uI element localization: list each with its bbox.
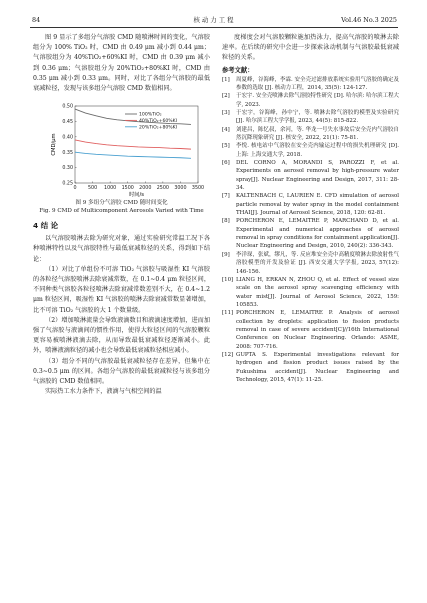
reference-item [222, 92, 399, 109]
chart-axes [75, 106, 198, 183]
x-tick-label: 2500 [156, 186, 169, 192]
reference-item [222, 251, 399, 276]
reference-item [222, 309, 399, 351]
x-tick-label: 3500 [191, 186, 205, 192]
y-tick-label: 0.30 [62, 166, 73, 172]
y-tick-label: 0.35 [62, 151, 73, 157]
volume-issue: Vol.46 No.3 2025 [341, 16, 397, 24]
legend-label: 20%TiO₂+80%KI [139, 125, 178, 131]
conclusion-item-3: （3）组分不同的气溶胶最低衰减粒径存在差异，但集中在 0.3~0.5 μm 的区间。各组分气溶胶的最低衰减粒径与该多组分气溶胶的 CMD 数值相同。 [33, 357, 210, 386]
y-axis-label: CMD/μm [51, 133, 57, 156]
reference-text: PORCHERON E, LEMAITRE P. Analysis of aerosol collection by droplets: application to fission products removal in case of severe accident[C]//16th International Conference on Nuclear Engineering. Orlando: ASME, 2008: 707-716. [236, 310, 399, 350]
reference-number: [7] [222, 193, 230, 200]
reference-number: [1] [222, 76, 230, 83]
x-tick-label: 500 [87, 186, 98, 192]
reference-text: 李悦. 核电站中气溶胶在安全壳内输运过程中的损失机理研究 [D]. 上海: 上海交通大学, 2018. [236, 143, 399, 158]
right-column [222, 33, 399, 384]
reference-number: [9] [222, 251, 230, 258]
reference-number: [11] [222, 310, 234, 317]
y-tick-label: 0.45 [62, 120, 73, 126]
x-tick-label: 1500 [121, 186, 134, 192]
x-tick-label: 0 [73, 186, 77, 192]
reference-number: [3] [222, 109, 230, 116]
reference-number: [4] [222, 126, 230, 133]
left-column [33, 33, 210, 397]
continued-paragraph: 度梯度会对气溶胶颗粒施加热泳力，提高气溶胶的喷淋去除速率。在后续的研究中会进一步探索泳动机制与气溶胶最低衰减粒径的关系。 [222, 34, 399, 62]
reference-number: [5] [222, 143, 230, 150]
reference-number: [2] [222, 93, 230, 100]
reference-item [222, 192, 399, 217]
y-tick-label: 0.25 [62, 181, 73, 187]
reference-text: KALTENBACH C, LAURIEN E. CFD simulation of aerosol particle removal by water spray in the model containment THAI[J]. Journal of Aerosol Science, 2018, 120: 62-81. [236, 193, 399, 217]
header-rule [30, 27, 398, 28]
series-line [75, 140, 191, 149]
reference-number: [8] [222, 218, 230, 225]
reference-item [222, 126, 399, 143]
conclusion-item-2: （2）增加喷淋流量会导致液滴数目和液滴速度增加，进而加强了气溶胶与液滴间的惯性作用，使得大粒径区间的气溶胶颗粒更容易被喷淋液滴去除，从而导致最低衰减粒径逐渐减小。此外，喷淋液滴粒径的减小也会导致最低衰减粒径相应减小。 [33, 316, 210, 355]
y-tick-label: 0.40 [62, 135, 73, 141]
page-number: 84 [32, 16, 41, 24]
reference-item [222, 217, 399, 250]
reference-list [222, 76, 399, 385]
reference-item [222, 109, 399, 126]
x-tick-label: 2000 [139, 186, 152, 192]
reference-text: 刘建昌，陈忆叔，余河，等. 华龙一号失水事故后安全壳内气溶胶自然沉降现象研究 [J]. 核安全, 2022, 21(1): 75-81. [236, 126, 399, 142]
x-tick-label: 3000 [174, 186, 187, 192]
reference-text: 于宏宇，谷海峰，孙中宁，等. 喷淋去除气溶胶的模型及实验研究 [J]. 哈尔滨工程大学学报, 2023, 44(5): 815-822. [236, 109, 399, 125]
y-tick-label: 0.50 [62, 104, 73, 110]
body-paragraph-fig9: 图 9 显示了多组分气溶胶 CMD 随喷淋时间的变化，气溶胶组分为 100% TiO₂ 时，CMD 由 0.49 μm 减小到 0.44 μm；气溶胶组分为 40%TiO₂+60%KI 时，CMD 由 0.39 μm 减小到 0.36 μm；气溶胶组分为 20%TiO₂+80%KI 时，CMD 由 0.35 μm 减小到 0.33 μm。同时，对比了各组分气溶胶的最低衰减粒径，发现与该多组分气溶胶 CMD 数值相同。 [33, 34, 210, 93]
reference-number: [10] [222, 276, 234, 283]
x-tick-label: 1000 [104, 186, 117, 192]
reference-text: DEL CORNO A, MORANDI S, PAROZZI F, et al. Experiments on aerosol removal by high-pressure water spray[J]. Nuclear Engineering and Design, 2017, 311: 28-34. [236, 160, 399, 192]
conclusion-intro: 以气溶胶喷淋去除为研究对象，通过实验研究常温工况下各种喷淋特性以及气溶胶特性与最低衰减粒径的关系，得到如下结论： [33, 235, 210, 263]
reference-text: PORCHERON E, LEMAITRE P, MARCHAND D, et al. Experimental and numerical approaches of aerosol removal in spray conditions for containment application[J]. Nuclear Engineering and Design, 2010, 240(2): 336-343. [236, 218, 399, 250]
references-heading: 参考文献： [222, 66, 254, 74]
conclusion-item-1: （1）对比了单组份不可溶 TiO₂ 气溶胶与吸湿性 KI 气溶胶的各粒径气溶胶喷淋去除衰减常数，在 0.1~0.4 μm 粒径区间，不同种类气溶胶各粒径喷淋去除衰减常数差别不大，在 0.4~1.2 μm 粒径区间，吸湿性 KI 气溶胶的喷淋去除衰减常数显著增加，比不可溶 TiO₂ 气溶胶的大 1 个数量级。 [33, 265, 210, 314]
section-heading-conclusion: 4 结 论 [33, 221, 59, 231]
legend-label: 100%TiO₂ [139, 112, 162, 118]
closing-paragraph: 实际热工水力条件下，液滴与气相空间的温 [45, 388, 162, 396]
reference-item [222, 351, 399, 384]
reference-item [222, 142, 399, 159]
reference-text: 李洋琛，张斌，缪凡，等. 反应堆安全壳中高精度喷淋去除放射性气溶胶模型的开发及验证 [J]. 西安交通大学学报, 2023, 57(12): 146-156. [236, 251, 399, 275]
reference-number: [6] [222, 160, 230, 167]
legend-label: 40%TiO₂+60%KI [139, 119, 178, 125]
reference-text: 周夏峰，谷海峰，李霖. 安全壳过滤排放系统实验用气溶胶的确定及参数的选取 [J]. 核动力工程，2014, 35(5): 124-127. [236, 76, 399, 91]
figure-caption-cn: 图 9 多组分气溶胶 CMD 随时间变化 [75, 200, 168, 207]
cmd-time-chart [33, 100, 210, 200]
reference-item [222, 276, 399, 309]
reference-text: LIANG H, ERKAN N, ZHOU Q, et al. Effect of vessel size scale on the aerosol spray scavenging efficiency with water mist[J]. Journal of Aerosol Science, 2022, 159: 105853. [236, 276, 399, 308]
reference-text: GUPTA S. Experimental investigations relevant for hydrogen and fission product issues raised by the Fukushima accident[J]. Nuclear Engineering and Technology, 2015, 47(1): 11-25. [236, 351, 399, 383]
reference-number: [12] [222, 351, 234, 358]
series-line [75, 152, 191, 158]
figure-9 [33, 100, 210, 216]
reference-text: 于宏宇. 安全壳喷淋去除气溶胶特性研究 [D]. 哈尔滨: 哈尔滨工程大学, 2023. [236, 93, 399, 108]
reference-item [222, 76, 399, 93]
chart-series [75, 109, 191, 158]
x-axis-label: 时间/s [129, 192, 144, 199]
figure-caption-en: Fig. 9 CMD of Multicomponent Aerosols Varied with Time [39, 208, 204, 215]
chart-ticks [62, 104, 204, 191]
journal-title: 核 动 力 工 程 [193, 16, 234, 24]
plot-frame [75, 106, 198, 183]
reference-item [222, 159, 399, 192]
